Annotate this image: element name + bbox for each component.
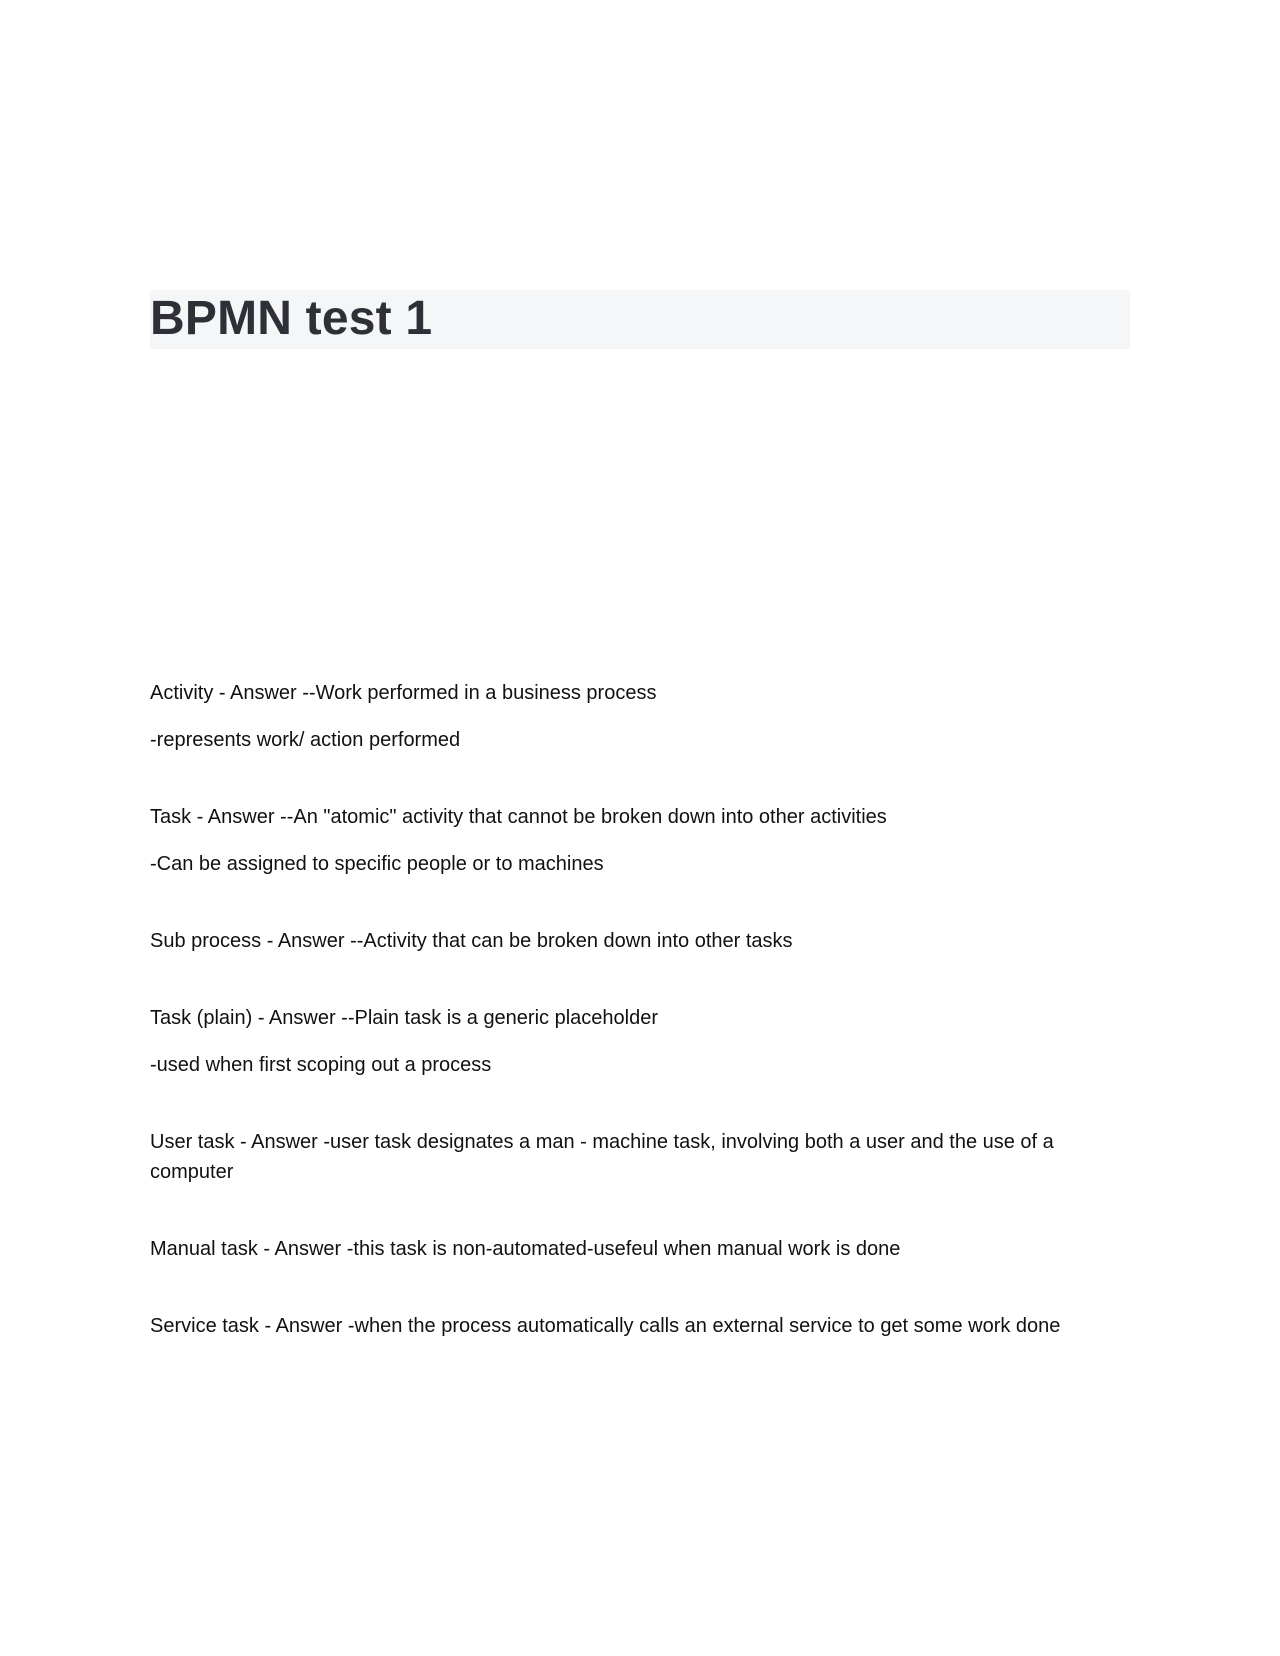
entry-line: -Can be assigned to specific people or to machines bbox=[150, 853, 604, 875]
entry-line: Service task - Answer -when the process automatically calls an external service to get some work done bbox=[150, 1315, 1061, 1337]
entry-line: User task - Answer -user task designates a man - machine task, involving both a user and the use of a computer bbox=[150, 1131, 1054, 1183]
entry-line: Sub process - Answer --Activity that can be broken down into other tasks bbox=[150, 930, 793, 952]
entry-line: -used when first scoping out a process bbox=[150, 1054, 492, 1076]
entry-line: Task (plain) - Answer --Plain task is a generic placeholder bbox=[150, 1007, 658, 1029]
flashcard-entry-user-task bbox=[150, 1127, 1110, 1187]
entry-line: -represents work/ action performed bbox=[150, 729, 461, 751]
flashcard-entry-task bbox=[150, 802, 1110, 879]
flashcard-entry-sub-process bbox=[150, 926, 1110, 956]
flashcard-entry-activity bbox=[150, 678, 1110, 755]
document-title: BPMN test 1 bbox=[150, 292, 433, 345]
entry-line: Manual task - Answer -this task is non-automated-usefeul when manual work is done bbox=[150, 1238, 901, 1260]
entry-line: Task - Answer --An "atomic" activity that cannot be broken down into other activities bbox=[150, 806, 887, 828]
flashcard-entry-task-plain bbox=[150, 1003, 1110, 1080]
entry-line: Activity - Answer --Work performed in a business process bbox=[150, 682, 657, 704]
flashcard-list bbox=[150, 678, 1110, 1388]
flashcard-entry-service-task bbox=[150, 1311, 1110, 1341]
flashcard-entry-manual-task bbox=[150, 1234, 1110, 1264]
